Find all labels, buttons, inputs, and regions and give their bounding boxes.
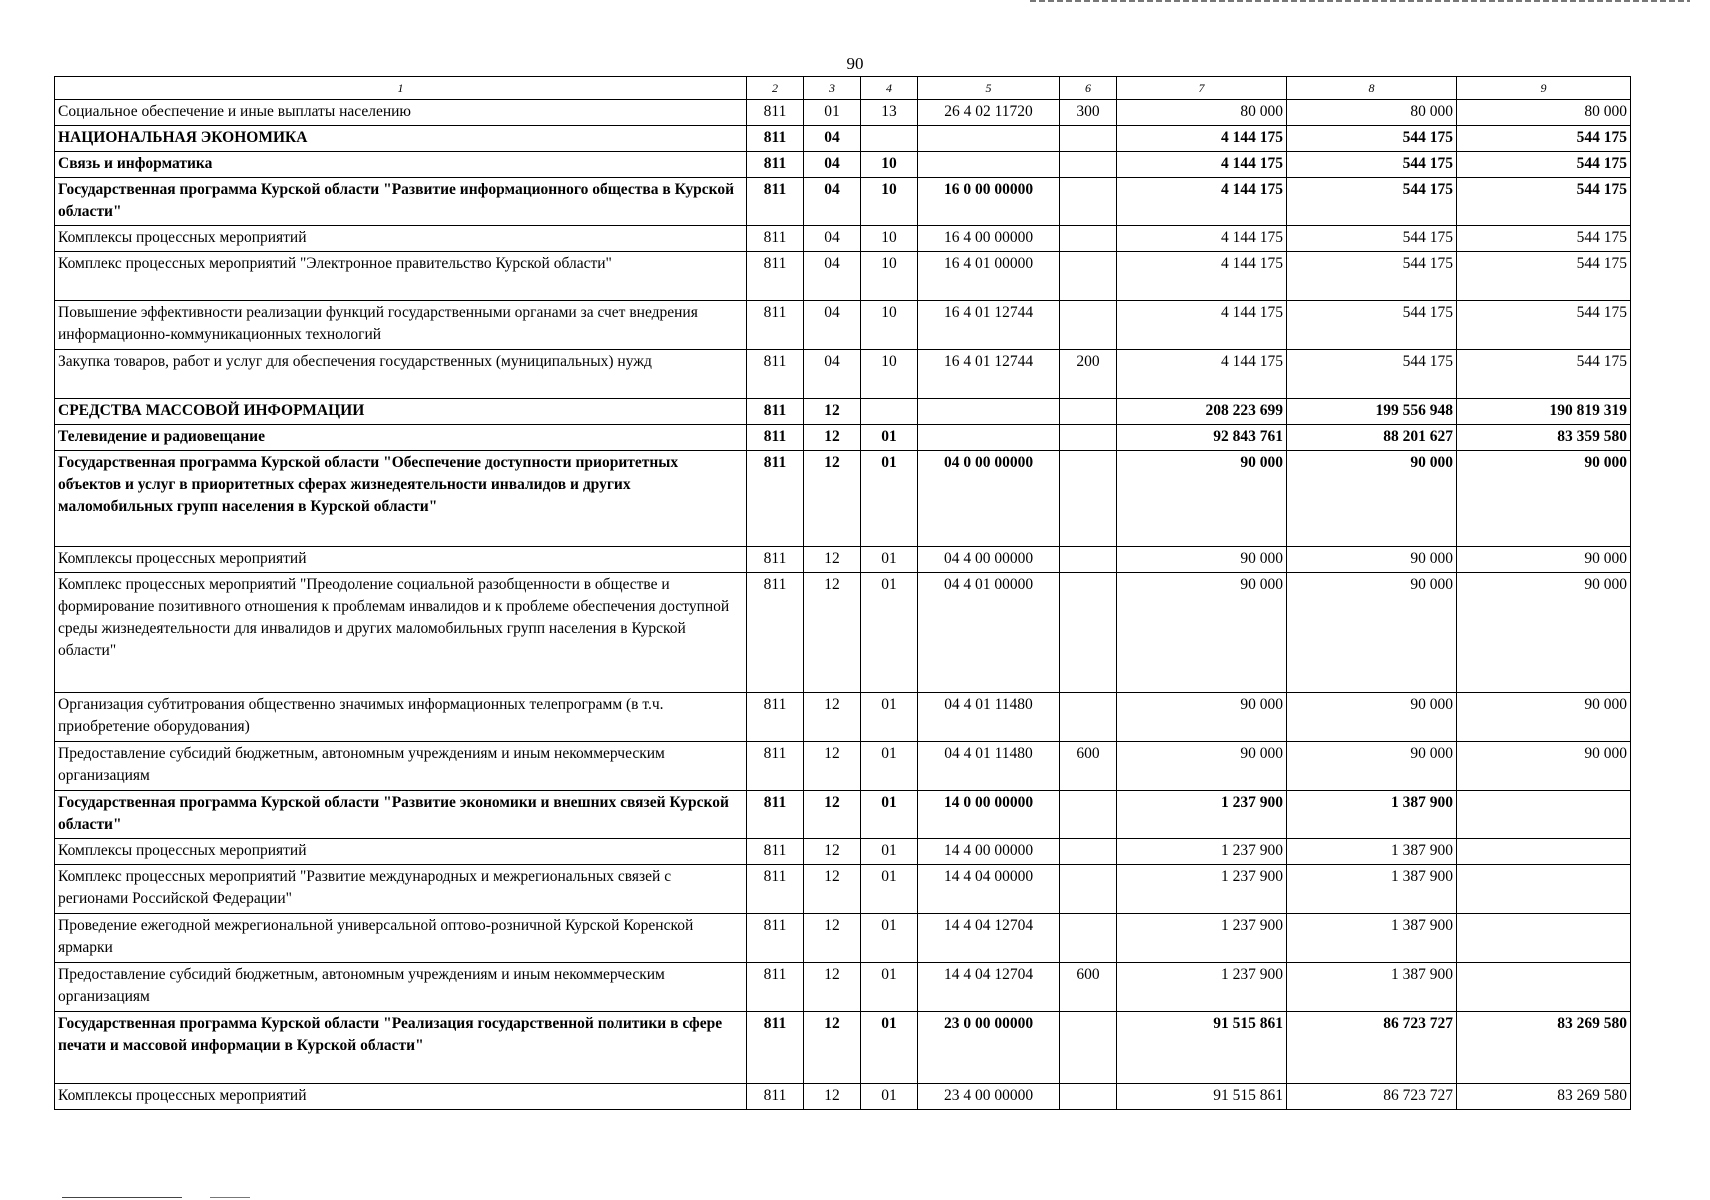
amount-col7: 4 144 175 — [1117, 252, 1287, 301]
item-name: Предоставление субсидий бюджетным, автономным учреждениям и иным некоммерческим организациям — [55, 742, 747, 791]
amount-col8: 544 175 — [1287, 252, 1457, 301]
table-row — [55, 791, 1631, 839]
amount-col9: 544 175 — [1457, 350, 1631, 399]
target-article-code — [918, 425, 1060, 451]
table-row — [55, 839, 1631, 865]
expense-type-code — [1060, 547, 1117, 573]
ministry-code: 811 — [747, 152, 804, 178]
section-code: 12 — [804, 1084, 861, 1110]
amount-col7: 4 144 175 — [1117, 301, 1287, 350]
ministry-code: 811 — [747, 178, 804, 226]
column-number: 3 — [804, 77, 861, 100]
amount-col7: 91 515 861 — [1117, 1012, 1287, 1084]
expense-type-code — [1060, 399, 1117, 425]
section-code: 12 — [804, 839, 861, 865]
ministry-code: 811 — [747, 742, 804, 791]
table-row — [55, 1084, 1631, 1110]
subsection-code: 01 — [861, 693, 918, 742]
table-row — [55, 152, 1631, 178]
target-article-code: 16 4 01 12744 — [918, 350, 1060, 399]
subsection-code: 01 — [861, 451, 918, 547]
amount-col9: 83 269 580 — [1457, 1012, 1631, 1084]
amount-col8: 86 723 727 — [1287, 1012, 1457, 1084]
amount-col8: 90 000 — [1287, 451, 1457, 547]
ministry-code: 811 — [747, 100, 804, 126]
table-row — [55, 100, 1631, 126]
section-code: 12 — [804, 865, 861, 914]
section-code: 04 — [804, 252, 861, 301]
section-code: 12 — [804, 914, 861, 963]
target-article-code: 26 4 02 11720 — [918, 100, 1060, 126]
ministry-code: 811 — [747, 1012, 804, 1084]
column-number: 5 — [918, 77, 1060, 100]
table-row — [55, 914, 1631, 963]
amount-col8: 86 723 727 — [1287, 1084, 1457, 1110]
expense-type-code — [1060, 451, 1117, 547]
ministry-code: 811 — [747, 693, 804, 742]
amount-col9 — [1457, 865, 1631, 914]
table-row — [55, 693, 1631, 742]
ministry-code: 811 — [747, 1084, 804, 1110]
ministry-code: 811 — [747, 865, 804, 914]
target-article-code: 16 0 00 00000 — [918, 178, 1060, 226]
amount-col7: 91 515 861 — [1117, 1084, 1287, 1110]
expense-type-code — [1060, 839, 1117, 865]
section-code: 04 — [804, 152, 861, 178]
target-article-code: 16 4 01 12744 — [918, 301, 1060, 350]
section-code: 04 — [804, 350, 861, 399]
amount-col8: 80 000 — [1287, 100, 1457, 126]
amount-col9: 544 175 — [1457, 252, 1631, 301]
column-number: 7 — [1117, 77, 1287, 100]
target-article-code: 23 0 00 00000 — [918, 1012, 1060, 1084]
section-code: 12 — [804, 547, 861, 573]
amount-col7: 90 000 — [1117, 573, 1287, 693]
target-article-code: 16 4 00 00000 — [918, 226, 1060, 252]
ministry-code: 811 — [747, 963, 804, 1012]
ministry-code: 811 — [747, 350, 804, 399]
scan-top-rule — [1030, 0, 1690, 2]
item-name: Предоставление субсидий бюджетным, автономным учреждениям и иным некоммерческим организациям — [55, 963, 747, 1012]
subsection-code: 10 — [861, 350, 918, 399]
amount-col9 — [1457, 963, 1631, 1012]
table-row — [55, 865, 1631, 914]
ministry-code: 811 — [747, 399, 804, 425]
table-row — [55, 963, 1631, 1012]
section-code: 01 — [804, 100, 861, 126]
budget-table — [54, 76, 1631, 1110]
section-code: 12 — [804, 742, 861, 791]
amount-col8: 544 175 — [1287, 126, 1457, 152]
target-article-code: 14 0 00 00000 — [918, 791, 1060, 839]
amount-col8: 1 387 900 — [1287, 963, 1457, 1012]
amount-col9: 90 000 — [1457, 547, 1631, 573]
item-name: СРЕДСТВА МАССОВОЙ ИНФОРМАЦИИ — [55, 399, 747, 425]
amount-col9: 544 175 — [1457, 152, 1631, 178]
expense-type-code — [1060, 865, 1117, 914]
table-row — [55, 399, 1631, 425]
amount-col9 — [1457, 914, 1631, 963]
amount-col9: 544 175 — [1457, 178, 1631, 226]
amount-col9: 90 000 — [1457, 573, 1631, 693]
subsection-code: 01 — [861, 573, 918, 693]
amount-col7: 208 223 699 — [1117, 399, 1287, 425]
column-number: 1 — [55, 77, 747, 100]
amount-col7: 92 843 761 — [1117, 425, 1287, 451]
subsection-code: 01 — [861, 963, 918, 1012]
section-code: 12 — [804, 425, 861, 451]
amount-col9: 544 175 — [1457, 126, 1631, 152]
amount-col7: 1 237 900 — [1117, 963, 1287, 1012]
table-row — [55, 547, 1631, 573]
column-number: 6 — [1060, 77, 1117, 100]
item-name: Социальное обеспечение и иные выплаты населению — [55, 100, 747, 126]
expense-type-code — [1060, 152, 1117, 178]
table-row — [55, 425, 1631, 451]
section-code: 12 — [804, 693, 861, 742]
item-name: Организация субтитрования общественно значимых информационных телепрограмм (в т.ч. приобретение оборудования) — [55, 693, 747, 742]
ministry-code: 811 — [747, 126, 804, 152]
target-article-code: 14 4 04 12704 — [918, 963, 1060, 1012]
column-number: 4 — [861, 77, 918, 100]
target-article-code: 04 4 01 11480 — [918, 693, 1060, 742]
subsection-code: 01 — [861, 839, 918, 865]
amount-col7: 90 000 — [1117, 693, 1287, 742]
item-name: Государственная программа Курской области "Развитие экономики и внешних связей Курской области" — [55, 791, 747, 839]
amount-col7: 90 000 — [1117, 547, 1287, 573]
subsection-code: 13 — [861, 100, 918, 126]
amount-col7: 1 237 900 — [1117, 865, 1287, 914]
item-name: Связь и информатика — [55, 152, 747, 178]
amount-col7: 90 000 — [1117, 451, 1287, 547]
amount-col7: 4 144 175 — [1117, 178, 1287, 226]
amount-col8: 544 175 — [1287, 226, 1457, 252]
amount-col9: 90 000 — [1457, 742, 1631, 791]
table-row — [55, 573, 1631, 693]
amount-col8: 1 387 900 — [1287, 791, 1457, 839]
amount-col8: 544 175 — [1287, 152, 1457, 178]
expense-type-code — [1060, 1012, 1117, 1084]
amount-col7: 1 237 900 — [1117, 914, 1287, 963]
subsection-code: 01 — [861, 791, 918, 839]
amount-col9: 80 000 — [1457, 100, 1631, 126]
expense-type-code — [1060, 252, 1117, 301]
table-row — [55, 252, 1631, 301]
section-code: 12 — [804, 963, 861, 1012]
expense-type-code — [1060, 1084, 1117, 1110]
target-article-code — [918, 399, 1060, 425]
amount-col8: 90 000 — [1287, 742, 1457, 791]
column-number: 8 — [1287, 77, 1457, 100]
item-name: Комплексы процессных мероприятий — [55, 547, 747, 573]
subsection-code: 01 — [861, 547, 918, 573]
expense-type-code — [1060, 573, 1117, 693]
subsection-code — [861, 126, 918, 152]
amount-col7: 4 144 175 — [1117, 152, 1287, 178]
item-name: Комплексы процессных мероприятий — [55, 839, 747, 865]
expense-type-code: 300 — [1060, 100, 1117, 126]
item-name: Повышение эффективности реализации функций государственными органами за счет внедрения информационно-коммуникационных технологий — [55, 301, 747, 350]
amount-col7: 1 237 900 — [1117, 791, 1287, 839]
scan-bottom-rule — [210, 1197, 250, 1198]
item-name: Государственная программа Курской области "Реализация государственной политики в сфере печати и массовой информации в Курской области" — [55, 1012, 747, 1084]
target-article-code: 04 4 01 11480 — [918, 742, 1060, 791]
amount-col7: 1 237 900 — [1117, 839, 1287, 865]
page-number: 90 — [846, 54, 864, 73]
amount-col9 — [1457, 791, 1631, 839]
subsection-code: 10 — [861, 226, 918, 252]
table-row — [55, 301, 1631, 350]
subsection-code: 01 — [861, 865, 918, 914]
expense-type-code — [1060, 301, 1117, 350]
amount-col8: 199 556 948 — [1287, 399, 1457, 425]
subsection-code: 01 — [861, 425, 918, 451]
target-article-code: 04 4 00 00000 — [918, 547, 1060, 573]
amount-col8: 544 175 — [1287, 350, 1457, 399]
amount-col9: 544 175 — [1457, 301, 1631, 350]
subsection-code: 10 — [861, 301, 918, 350]
target-article-code: 14 4 04 00000 — [918, 865, 1060, 914]
ministry-code: 811 — [747, 839, 804, 865]
target-article-code — [918, 126, 1060, 152]
expense-type-code — [1060, 425, 1117, 451]
scan-bottom-rule — [62, 1197, 182, 1198]
item-name: Закупка товаров, работ и услуг для обеспечения государственных (муниципальных) нужд — [55, 350, 747, 399]
ministry-code: 811 — [747, 252, 804, 301]
amount-col8: 1 387 900 — [1287, 914, 1457, 963]
item-name: Государственная программа Курской области "Развитие информационного общества в Курской области" — [55, 178, 747, 226]
item-name: Комплекс процессных мероприятий "Преодоление социальной разобщенности в обществе и формирование позитивного отношения к проблемам инвалидов и к проблеме обеспечения доступной среды жизнедеятельности для инвалидов и других маломобильных групп населения в Курской области" — [55, 573, 747, 693]
target-article-code — [918, 152, 1060, 178]
amount-col8: 90 000 — [1287, 573, 1457, 693]
expense-type-code — [1060, 126, 1117, 152]
expense-type-code — [1060, 791, 1117, 839]
item-name: Государственная программа Курской области "Обеспечение доступности приоритетных объектов и услуг в приоритетных сферах жизнедеятельности инвалидов и других маломобильных групп населения в Курской области" — [55, 451, 747, 547]
column-number: 2 — [747, 77, 804, 100]
table-row — [55, 1012, 1631, 1084]
ministry-code: 811 — [747, 226, 804, 252]
table-row — [55, 451, 1631, 547]
amount-col9 — [1457, 839, 1631, 865]
item-name: Комплекс процессных мероприятий "Электронное правительство Курской области" — [55, 252, 747, 301]
amount-col8: 88 201 627 — [1287, 425, 1457, 451]
amount-col7: 90 000 — [1117, 742, 1287, 791]
amount-col8: 1 387 900 — [1287, 839, 1457, 865]
target-article-code: 04 0 00 00000 — [918, 451, 1060, 547]
item-name: Телевидение и радиовещание — [55, 425, 747, 451]
subsection-code — [861, 399, 918, 425]
subsection-code: 01 — [861, 1084, 918, 1110]
expense-type-code — [1060, 178, 1117, 226]
amount-col7: 4 144 175 — [1117, 126, 1287, 152]
subsection-code: 10 — [861, 152, 918, 178]
section-code: 04 — [804, 178, 861, 226]
amount-col7: 4 144 175 — [1117, 350, 1287, 399]
amount-col9: 83 269 580 — [1457, 1084, 1631, 1110]
amount-col9: 83 359 580 — [1457, 425, 1631, 451]
subsection-code: 01 — [861, 742, 918, 791]
subsection-code: 01 — [861, 1012, 918, 1084]
subsection-code: 10 — [861, 178, 918, 226]
amount-col8: 544 175 — [1287, 301, 1457, 350]
expense-type-code: 600 — [1060, 963, 1117, 1012]
section-code: 12 — [804, 399, 861, 425]
amount-col7: 80 000 — [1117, 100, 1287, 126]
amount-col8: 90 000 — [1287, 547, 1457, 573]
target-article-code: 04 4 01 00000 — [918, 573, 1060, 693]
item-name: Комплексы процессных мероприятий — [55, 1084, 747, 1110]
amount-col7: 4 144 175 — [1117, 226, 1287, 252]
column-number: 9 — [1457, 77, 1631, 100]
amount-col9: 90 000 — [1457, 451, 1631, 547]
table-row — [55, 350, 1631, 399]
target-article-code: 23 4 00 00000 — [918, 1084, 1060, 1110]
expense-type-code — [1060, 226, 1117, 252]
table-row — [55, 742, 1631, 791]
subsection-code: 01 — [861, 914, 918, 963]
amount-col9: 544 175 — [1457, 226, 1631, 252]
ministry-code: 811 — [747, 914, 804, 963]
ministry-code: 811 — [747, 425, 804, 451]
expense-type-code — [1060, 914, 1117, 963]
table-row — [55, 178, 1631, 226]
section-code: 12 — [804, 1012, 861, 1084]
subsection-code: 10 — [861, 252, 918, 301]
item-name: НАЦИОНАЛЬНАЯ ЭКОНОМИКА — [55, 126, 747, 152]
amount-col8: 1 387 900 — [1287, 865, 1457, 914]
ministry-code: 811 — [747, 791, 804, 839]
ministry-code: 811 — [747, 573, 804, 693]
column-number-row — [55, 77, 1631, 100]
table-row — [55, 226, 1631, 252]
expense-type-code: 600 — [1060, 742, 1117, 791]
table-row — [55, 126, 1631, 152]
ministry-code: 811 — [747, 547, 804, 573]
section-code: 04 — [804, 301, 861, 350]
section-code: 12 — [804, 791, 861, 839]
expense-type-code — [1060, 693, 1117, 742]
expense-type-code: 200 — [1060, 350, 1117, 399]
section-code: 04 — [804, 126, 861, 152]
item-name: Комплексы процессных мероприятий — [55, 226, 747, 252]
amount-col9: 190 819 319 — [1457, 399, 1631, 425]
item-name: Комплекс процессных мероприятий "Развитие международных и межрегиональных связей с регионами Российской Федерации" — [55, 865, 747, 914]
amount-col8: 90 000 — [1287, 693, 1457, 742]
target-article-code: 14 4 00 00000 — [918, 839, 1060, 865]
target-article-code: 14 4 04 12704 — [918, 914, 1060, 963]
ministry-code: 811 — [747, 451, 804, 547]
section-code: 12 — [804, 451, 861, 547]
amount-col8: 544 175 — [1287, 178, 1457, 226]
ministry-code: 811 — [747, 301, 804, 350]
target-article-code: 16 4 01 00000 — [918, 252, 1060, 301]
item-name: Проведение ежегодной межрегиональной универсальной оптово-розничной Курской Коренской ярмарки — [55, 914, 747, 963]
section-code: 12 — [804, 573, 861, 693]
section-code: 04 — [804, 226, 861, 252]
amount-col9: 90 000 — [1457, 693, 1631, 742]
